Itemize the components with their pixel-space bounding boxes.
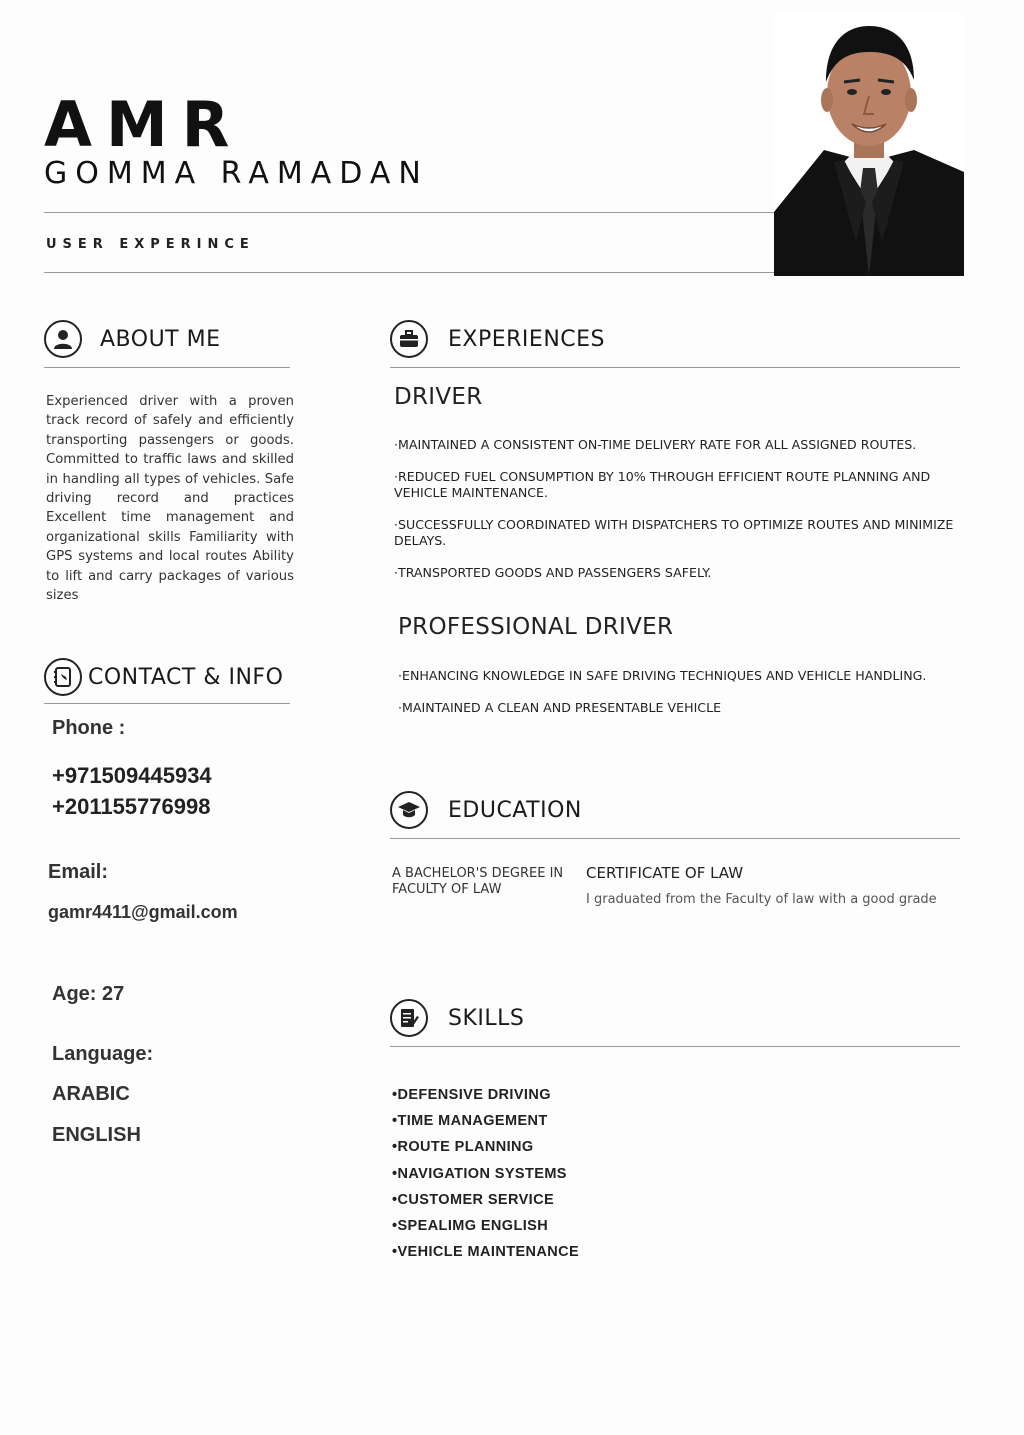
job-bullet: ·MAINTAINED A CONSISTENT ON-TIME DELIVERY RATE FOR ALL ASSIGNED ROUTES.	[394, 437, 917, 452]
education-heading	[390, 791, 582, 829]
phone-label: Phone :	[52, 717, 126, 739]
age: Age: 27	[52, 983, 125, 1005]
contact-title: CONTACT & INFO	[88, 664, 284, 690]
skill-item: •SPEALIMG ENGLISH	[392, 1218, 549, 1234]
skill-item: •VEHICLE MAINTENANCE	[392, 1244, 580, 1260]
education-divider	[390, 838, 960, 839]
header-divider-bottom	[44, 272, 776, 273]
about-title: ABOUT ME	[100, 326, 221, 352]
graduation-cap-icon	[390, 791, 428, 829]
phone-number-2: +201155776998	[52, 794, 211, 819]
checklist-icon	[390, 999, 428, 1037]
experiences-heading	[390, 320, 605, 358]
briefcase-icon	[390, 320, 428, 358]
job-bullet: ·TRANSPORTED GOODS AND PASSENGERS SAFELY.	[394, 565, 712, 580]
education-degree: A BACHELOR'S DEGREE IN FACULTY OF LAW	[392, 866, 564, 897]
job-title: USER EXPERINCE	[46, 237, 255, 252]
experiences-divider	[390, 367, 960, 368]
first-name: AMR	[44, 88, 244, 161]
contact-divider	[44, 703, 290, 704]
education-description: I graduated from the Faculty of law with a good grade	[586, 892, 937, 907]
contact-heading	[44, 658, 283, 696]
about-text: Experienced driver with a proven track record of safely and efficiently transporting passengers or goods. Committed to traffic laws and skilled in handling all types of vehicles. Safe driving record and practices Excellent time management and organizational skills Familiarity with GPS systems and local routes Ability to lift and carry packages of various sizes	[46, 394, 294, 604]
job-bullet: ·ENHANCING KNOWLEDGE IN SAFE DRIVING TECHNIQUES AND VEHICLE HANDLING.	[398, 668, 927, 683]
education-certificate: CERTIFICATE OF LAW	[586, 864, 744, 882]
language-english: ENGLISH	[52, 1124, 141, 1146]
skills-title: SKILLS	[448, 1005, 525, 1031]
skills-heading	[390, 999, 524, 1037]
education-title: EDUCATION	[448, 797, 582, 823]
skill-item: •ROUTE PLANNING	[392, 1139, 534, 1155]
skill-item: •CUSTOMER SERVICE	[392, 1192, 555, 1208]
header-divider-top	[44, 212, 776, 213]
skills-divider	[390, 1046, 960, 1047]
user-icon	[44, 320, 82, 358]
job-bullet: ·MAINTAINED A CLEAN AND PRESENTABLE VEHICLE	[398, 700, 722, 715]
job-bullet: ·REDUCED FUEL CONSUMPTION BY 10% THROUGH EFFICIENT ROUTE PLANNING AND VEHICLE MAINTENANCE.	[394, 469, 931, 500]
skill-item: •DEFENSIVE DRIVING	[392, 1087, 551, 1103]
job-bullet: ·SUCCESSFULLY COORDINATED WITH DISPATCHERS TO OPTIMIZE ROUTES AND MINIMIZE DELAYS.	[394, 517, 954, 548]
contact-book-icon	[44, 658, 82, 696]
phone-number-1: +971509445934	[52, 763, 212, 788]
language-arabic: ARABIC	[52, 1083, 130, 1105]
job-title-driver: DRIVER	[394, 384, 483, 410]
email-label: Email:	[48, 861, 109, 883]
profile-photo	[774, 12, 964, 276]
last-name: GOMMA RAMADAN	[44, 156, 429, 191]
skill-item: •NAVIGATION SYSTEMS	[392, 1166, 567, 1182]
email-address: gamr4411@gmail.com	[48, 902, 238, 922]
about-heading	[44, 320, 221, 358]
skill-item: •TIME MANAGEMENT	[392, 1113, 548, 1129]
experiences-title: EXPERIENCES	[448, 326, 605, 352]
job-title-professional-driver: PROFESSIONAL DRIVER	[398, 614, 674, 640]
language-label: Language:	[52, 1043, 154, 1065]
about-divider	[44, 367, 290, 368]
